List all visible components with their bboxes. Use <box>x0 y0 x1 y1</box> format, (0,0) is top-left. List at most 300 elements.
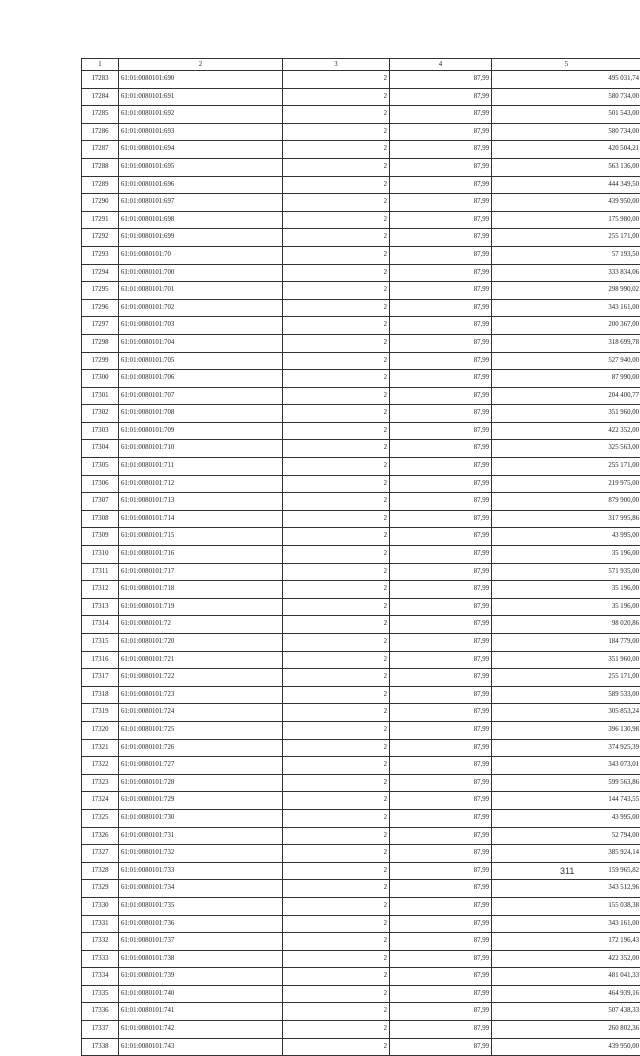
table-cell-col-4: 87,99 <box>390 757 492 775</box>
table-cell-col-4: 87,99 <box>390 739 492 757</box>
document-table-container <box>81 58 578 1056</box>
table-cell-col-3: 2 <box>283 616 390 634</box>
table-cell-col-2: 61:01:0080101:704 <box>119 334 283 352</box>
table-cell-col-5: 43 995,00 <box>492 528 640 546</box>
table-row <box>82 721 640 739</box>
table-cell-col-1: 17304 <box>82 440 119 458</box>
table-cell-col-4: 87,99 <box>390 299 492 317</box>
table-cell-col-4: 87,99 <box>390 845 492 863</box>
table-row <box>82 827 640 845</box>
table-cell-col-1: 17293 <box>82 246 119 264</box>
table-cell-col-4: 87,99 <box>390 352 492 370</box>
table-cell-col-2: 61:01:0080101:733 <box>119 862 283 880</box>
table-cell-col-1: 17294 <box>82 264 119 282</box>
table-cell-col-5: 527 940,00 <box>492 352 640 370</box>
table-cell-col-3: 2 <box>283 845 390 863</box>
table-cell-col-3: 2 <box>283 510 390 528</box>
table-cell-col-4: 87,99 <box>390 458 492 476</box>
table-cell-col-2: 61:01:0080101:692 <box>119 106 283 124</box>
table-cell-col-5: 481 041,33 <box>492 968 640 986</box>
table-cell-col-1: 17296 <box>82 299 119 317</box>
table-cell-col-1: 17287 <box>82 141 119 159</box>
table-cell-col-3: 2 <box>283 915 390 933</box>
table-cell-col-1: 17326 <box>82 827 119 845</box>
table-row <box>82 950 640 968</box>
table-row <box>82 282 640 300</box>
table-row <box>82 598 640 616</box>
table-cell-col-4: 87,99 <box>390 493 492 511</box>
table-row <box>82 651 640 669</box>
table-cell-col-5: 571 935,00 <box>492 563 640 581</box>
table-cell-col-1: 17292 <box>82 229 119 247</box>
table-cell-col-5: 43 995,00 <box>492 809 640 827</box>
table-cell-col-3: 2 <box>283 123 390 141</box>
table-cell-col-4: 87,99 <box>390 510 492 528</box>
table-cell-col-2: 61:01:0080101:730 <box>119 809 283 827</box>
table-row <box>82 933 640 951</box>
table-cell-col-5: 343 073,01 <box>492 757 640 775</box>
table-cell-col-5: 175 980,00 <box>492 211 640 229</box>
table-row <box>82 704 640 722</box>
table-cell-col-5: 204 400,77 <box>492 387 640 405</box>
table-cell-col-3: 2 <box>283 229 390 247</box>
table-cell-col-5: 318 699,78 <box>492 334 640 352</box>
table-cell-col-2: 61:01:0080101:694 <box>119 141 283 159</box>
table-cell-col-1: 17299 <box>82 352 119 370</box>
table-row <box>82 581 640 599</box>
table-cell-col-5: 305 853,24 <box>492 704 640 722</box>
table-row <box>82 334 640 352</box>
table-cell-col-4: 87,99 <box>390 634 492 652</box>
table-row <box>82 158 640 176</box>
table-cell-col-4: 87,99 <box>390 387 492 405</box>
table-cell-col-4: 87,99 <box>390 194 492 212</box>
table-cell-col-1: 17325 <box>82 809 119 827</box>
table-row <box>82 634 640 652</box>
table-cell-col-2: 61:01:0080101:736 <box>119 915 283 933</box>
table-cell-col-4: 87,99 <box>390 317 492 335</box>
table-row <box>82 1038 640 1056</box>
table-cell-col-2: 61:01:0080101:712 <box>119 475 283 493</box>
table-cell-col-4: 87,99 <box>390 792 492 810</box>
table-cell-col-3: 2 <box>283 71 390 89</box>
table-cell-col-5: 333 834,06 <box>492 264 640 282</box>
table-cell-col-2: 61:01:0080101:697 <box>119 194 283 212</box>
table-cell-col-3: 2 <box>283 809 390 827</box>
table-cell-col-5: 879 900,00 <box>492 493 640 511</box>
table-cell-col-1: 17320 <box>82 721 119 739</box>
table-cell-col-3: 2 <box>283 106 390 124</box>
table-cell-col-4: 87,99 <box>390 475 492 493</box>
table-cell-col-3: 2 <box>283 686 390 704</box>
table-cell-col-4: 87,99 <box>390 686 492 704</box>
table-cell-col-3: 2 <box>283 334 390 352</box>
table-row <box>82 71 640 89</box>
table-row <box>82 510 640 528</box>
table-cell-col-4: 87,99 <box>390 229 492 247</box>
table-cell-col-3: 2 <box>283 581 390 599</box>
table-cell-col-2: 61:01:0080101:728 <box>119 774 283 792</box>
table-cell-col-3: 2 <box>283 493 390 511</box>
table-cell-col-2: 61:01:0080101:695 <box>119 158 283 176</box>
table-cell-col-3: 2 <box>283 897 390 915</box>
table-cell-col-4: 87,99 <box>390 704 492 722</box>
table-cell-col-1: 17327 <box>82 845 119 863</box>
table-row <box>82 229 640 247</box>
column-header-4: 4 <box>390 59 492 71</box>
table-cell-col-4: 87,99 <box>390 546 492 564</box>
table-cell-col-2: 61:01:0080101:737 <box>119 933 283 951</box>
table-cell-col-1: 17321 <box>82 739 119 757</box>
table-cell-col-5: 351 960,00 <box>492 651 640 669</box>
table-cell-col-1: 17305 <box>82 458 119 476</box>
table-cell-col-2: 61:01:0080101:721 <box>119 651 283 669</box>
table-row <box>82 475 640 493</box>
table-cell-col-5: 155 038,38 <box>492 897 640 915</box>
table-cell-col-5: 343 161,00 <box>492 299 640 317</box>
table-cell-col-4: 87,99 <box>390 616 492 634</box>
table-cell-col-4: 87,99 <box>390 581 492 599</box>
table-row <box>82 1021 640 1039</box>
table-row <box>82 546 640 564</box>
table-cell-col-2: 61:01:0080101:725 <box>119 721 283 739</box>
table-cell-col-1: 17283 <box>82 71 119 89</box>
table-cell-col-4: 87,99 <box>390 880 492 898</box>
table-cell-col-5: 317 995,86 <box>492 510 640 528</box>
table-cell-col-2: 61:01:0080101:715 <box>119 528 283 546</box>
table-cell-col-2: 61:01:0080101:711 <box>119 458 283 476</box>
table-cell-col-3: 2 <box>283 757 390 775</box>
table-cell-col-1: 17297 <box>82 317 119 335</box>
table-cell-col-1: 17310 <box>82 546 119 564</box>
table-cell-col-2: 61:01:0080101:734 <box>119 880 283 898</box>
table-cell-col-2: 61:01:0080101:717 <box>119 563 283 581</box>
table-cell-col-1: 17329 <box>82 880 119 898</box>
table-cell-col-3: 2 <box>283 1038 390 1056</box>
table-cell-col-4: 87,99 <box>390 1021 492 1039</box>
table-cell-col-2: 61:01:0080101:705 <box>119 352 283 370</box>
table-cell-col-1: 17298 <box>82 334 119 352</box>
table-cell-col-5: 422 352,00 <box>492 422 640 440</box>
table-cell-col-3: 2 <box>283 985 390 1003</box>
table-cell-col-3: 2 <box>283 458 390 476</box>
table-cell-col-3: 2 <box>283 933 390 951</box>
table-cell-col-1: 17323 <box>82 774 119 792</box>
table-row <box>82 422 640 440</box>
table-cell-col-2: 61:01:0080101:718 <box>119 581 283 599</box>
table-cell-col-2: 61:01:0080101:710 <box>119 440 283 458</box>
table-row <box>82 88 640 106</box>
table-cell-col-5: 501 543,00 <box>492 106 640 124</box>
table-cell-col-1: 17285 <box>82 106 119 124</box>
table-cell-col-3: 2 <box>283 862 390 880</box>
table-cell-col-2: 61:01:0080101:702 <box>119 299 283 317</box>
table-cell-col-4: 87,99 <box>390 827 492 845</box>
table-cell-col-4: 87,99 <box>390 246 492 264</box>
table-cell-col-4: 87,99 <box>390 158 492 176</box>
table-cell-col-3: 2 <box>283 827 390 845</box>
table-cell-col-2: 61:01:0080101:70 <box>119 246 283 264</box>
page-number: 311 <box>560 866 574 876</box>
table-cell-col-1: 17324 <box>82 792 119 810</box>
table-cell-col-2: 61:01:0080101:729 <box>119 792 283 810</box>
column-header-5: 5 <box>492 59 640 71</box>
table-cell-col-3: 2 <box>283 651 390 669</box>
table-cell-col-5: 385 924,14 <box>492 845 640 863</box>
table-row <box>82 845 640 863</box>
table-cell-col-5: 219 975,00 <box>492 475 640 493</box>
data-table <box>81 58 640 1056</box>
table-row <box>82 915 640 933</box>
table-cell-col-3: 2 <box>283 299 390 317</box>
table-cell-col-1: 17328 <box>82 862 119 880</box>
table-cell-col-4: 87,99 <box>390 176 492 194</box>
table-cell-col-5: 495 031,74 <box>492 71 640 89</box>
table-row <box>82 669 640 687</box>
table-cell-col-3: 2 <box>283 1021 390 1039</box>
table-cell-col-2: 61:01:0080101:699 <box>119 229 283 247</box>
table-row <box>82 968 640 986</box>
table-row <box>82 739 640 757</box>
table-cell-col-2: 61:01:0080101:706 <box>119 370 283 388</box>
table-cell-col-1: 17330 <box>82 897 119 915</box>
table-cell-col-1: 17318 <box>82 686 119 704</box>
table-cell-col-1: 17290 <box>82 194 119 212</box>
table-cell-col-2: 61:01:0080101:738 <box>119 950 283 968</box>
table-cell-col-2: 61:01:0080101:742 <box>119 1021 283 1039</box>
table-row <box>82 440 640 458</box>
table-cell-col-1: 17332 <box>82 933 119 951</box>
table-row <box>82 897 640 915</box>
table-cell-col-5: 343 512,96 <box>492 880 640 898</box>
table-row <box>82 106 640 124</box>
table-row <box>82 1003 640 1021</box>
table-row <box>82 370 640 388</box>
table-cell-col-2: 61:01:0080101:722 <box>119 669 283 687</box>
table-cell-col-1: 17338 <box>82 1038 119 1056</box>
table-cell-col-5: 159 965,82 <box>492 862 640 880</box>
table-cell-col-4: 87,99 <box>390 528 492 546</box>
table-cell-col-3: 2 <box>283 264 390 282</box>
table-cell-col-4: 87,99 <box>390 106 492 124</box>
table-cell-col-3: 2 <box>283 739 390 757</box>
table-cell-col-2: 61:01:0080101:698 <box>119 211 283 229</box>
table-cell-col-3: 2 <box>283 246 390 264</box>
table-row <box>82 299 640 317</box>
table-cell-col-3: 2 <box>283 475 390 493</box>
table-cell-col-2: 61:01:0080101:716 <box>119 546 283 564</box>
table-cell-col-5: 255 171,00 <box>492 229 640 247</box>
table-row <box>82 211 640 229</box>
table-cell-col-1: 17286 <box>82 123 119 141</box>
table-cell-col-1: 17314 <box>82 616 119 634</box>
table-cell-col-3: 2 <box>283 88 390 106</box>
table-cell-col-4: 87,99 <box>390 370 492 388</box>
table-row <box>82 176 640 194</box>
table-cell-col-3: 2 <box>283 370 390 388</box>
table-cell-col-5: 255 171,00 <box>492 669 640 687</box>
table-header-row <box>82 59 640 71</box>
table-row <box>82 792 640 810</box>
table-cell-col-3: 2 <box>283 880 390 898</box>
table-row <box>82 528 640 546</box>
table-cell-col-2: 61:01:0080101:726 <box>119 739 283 757</box>
table-cell-col-3: 2 <box>283 317 390 335</box>
table-cell-col-2: 61:01:0080101:727 <box>119 757 283 775</box>
table-cell-col-2: 61:01:0080101:740 <box>119 985 283 1003</box>
table-cell-col-2: 61:01:0080101:713 <box>119 493 283 511</box>
table-cell-col-4: 87,99 <box>390 264 492 282</box>
table-cell-col-3: 2 <box>283 634 390 652</box>
table-cell-col-3: 2 <box>283 546 390 564</box>
table-cell-col-4: 87,99 <box>390 721 492 739</box>
table-cell-col-5: 298 990,02 <box>492 282 640 300</box>
table-cell-col-1: 17319 <box>82 704 119 722</box>
table-cell-col-4: 87,99 <box>390 933 492 951</box>
table-cell-col-4: 87,99 <box>390 669 492 687</box>
table-cell-col-5: 87 990,00 <box>492 370 640 388</box>
table-cell-col-2: 61:01:0080101:714 <box>119 510 283 528</box>
table-cell-col-5: 374 925,39 <box>492 739 640 757</box>
table-row <box>82 264 640 282</box>
table-cell-col-5: 57 193,50 <box>492 246 640 264</box>
column-header-1: 1 <box>82 59 119 71</box>
table-cell-col-5: 35 196,00 <box>492 546 640 564</box>
table-cell-col-5: 420 504,21 <box>492 141 640 159</box>
table-cell-col-5: 255 171,00 <box>492 458 640 476</box>
table-cell-col-2: 61:01:0080101:739 <box>119 968 283 986</box>
table-cell-col-3: 2 <box>283 774 390 792</box>
table-cell-col-5: 444 349,50 <box>492 176 640 194</box>
table-cell-col-5: 396 130,98 <box>492 721 640 739</box>
table-cell-col-1: 17288 <box>82 158 119 176</box>
table-cell-col-3: 2 <box>283 352 390 370</box>
table-cell-col-5: 507 438,33 <box>492 1003 640 1021</box>
table-cell-col-1: 17315 <box>82 634 119 652</box>
table-cell-col-3: 2 <box>283 141 390 159</box>
table-cell-col-1: 17313 <box>82 598 119 616</box>
table-cell-col-5: 589 533,00 <box>492 686 640 704</box>
table-cell-col-4: 87,99 <box>390 774 492 792</box>
table-cell-col-1: 17308 <box>82 510 119 528</box>
table-cell-col-4: 87,99 <box>390 950 492 968</box>
table-cell-col-3: 2 <box>283 422 390 440</box>
table-cell-col-2: 61:01:0080101:707 <box>119 387 283 405</box>
table-row <box>82 985 640 1003</box>
table-cell-col-5: 343 161,00 <box>492 915 640 933</box>
table-cell-col-4: 87,99 <box>390 71 492 89</box>
table-cell-col-4: 87,99 <box>390 563 492 581</box>
table-cell-col-5: 260 802,36 <box>492 1021 640 1039</box>
table-cell-col-4: 87,99 <box>390 897 492 915</box>
table-cell-col-4: 87,99 <box>390 422 492 440</box>
table-cell-col-5: 563 136,00 <box>492 158 640 176</box>
table-cell-col-2: 61:01:0080101:700 <box>119 264 283 282</box>
table-cell-col-4: 87,99 <box>390 985 492 1003</box>
table-cell-col-2: 61:01:0080101:724 <box>119 704 283 722</box>
table-row <box>82 686 640 704</box>
table-cell-col-1: 17302 <box>82 405 119 423</box>
table-cell-col-2: 61:01:0080101:723 <box>119 686 283 704</box>
table-cell-col-1: 17295 <box>82 282 119 300</box>
table-cell-col-5: 98 020,86 <box>492 616 640 634</box>
table-cell-col-5: 325 563,00 <box>492 440 640 458</box>
table-cell-col-3: 2 <box>283 950 390 968</box>
table-cell-col-1: 17306 <box>82 475 119 493</box>
table-row <box>82 387 640 405</box>
table-cell-col-1: 17301 <box>82 387 119 405</box>
table-cell-col-2: 61:01:0080101:703 <box>119 317 283 335</box>
table-cell-col-3: 2 <box>283 282 390 300</box>
table-cell-col-2: 61:01:0080101:690 <box>119 71 283 89</box>
table-cell-col-4: 87,99 <box>390 141 492 159</box>
table-row <box>82 809 640 827</box>
table-cell-col-1: 17309 <box>82 528 119 546</box>
table-cell-col-5: 35 196,00 <box>492 581 640 599</box>
table-cell-col-3: 2 <box>283 405 390 423</box>
table-cell-col-1: 17303 <box>82 422 119 440</box>
table-cell-col-4: 87,99 <box>390 123 492 141</box>
table-cell-col-1: 17337 <box>82 1021 119 1039</box>
table-cell-col-5: 422 352,00 <box>492 950 640 968</box>
table-cell-col-3: 2 <box>283 211 390 229</box>
column-header-3: 3 <box>283 59 390 71</box>
table-cell-col-4: 87,99 <box>390 1003 492 1021</box>
table-cell-col-1: 17322 <box>82 757 119 775</box>
table-cell-col-3: 2 <box>283 528 390 546</box>
table-row <box>82 862 640 880</box>
table-cell-col-2: 61:01:0080101:691 <box>119 88 283 106</box>
table-cell-col-2: 61:01:0080101:701 <box>119 282 283 300</box>
table-cell-col-3: 2 <box>283 598 390 616</box>
table-body <box>82 71 640 1056</box>
table-cell-col-2: 61:01:0080101:72 <box>119 616 283 634</box>
table-cell-col-3: 2 <box>283 158 390 176</box>
table-cell-col-1: 17291 <box>82 211 119 229</box>
table-cell-col-5: 439 950,00 <box>492 194 640 212</box>
table-cell-col-2: 61:01:0080101:743 <box>119 1038 283 1056</box>
column-header-2: 2 <box>119 59 283 71</box>
table-cell-col-2: 61:01:0080101:693 <box>119 123 283 141</box>
table-cell-col-4: 87,99 <box>390 440 492 458</box>
table-row <box>82 880 640 898</box>
table-cell-col-4: 87,99 <box>390 651 492 669</box>
table-cell-col-5: 599 563,86 <box>492 774 640 792</box>
table-cell-col-4: 87,99 <box>390 334 492 352</box>
table-row <box>82 563 640 581</box>
table-cell-col-5: 200 367,00 <box>492 317 640 335</box>
table-row <box>82 317 640 335</box>
table-cell-col-4: 87,99 <box>390 1038 492 1056</box>
table-cell-col-2: 61:01:0080101:719 <box>119 598 283 616</box>
table-row <box>82 616 640 634</box>
table-row <box>82 352 640 370</box>
table-cell-col-2: 61:01:0080101:735 <box>119 897 283 915</box>
table-cell-col-1: 17311 <box>82 563 119 581</box>
table-cell-col-5: 144 743,55 <box>492 792 640 810</box>
table-row <box>82 123 640 141</box>
table-cell-col-5: 464 939,16 <box>492 985 640 1003</box>
table-cell-col-2: 61:01:0080101:708 <box>119 405 283 423</box>
table-cell-col-2: 61:01:0080101:720 <box>119 634 283 652</box>
table-cell-col-3: 2 <box>283 176 390 194</box>
table-cell-col-3: 2 <box>283 669 390 687</box>
table-cell-col-1: 17335 <box>82 985 119 1003</box>
table-cell-col-5: 439 950,00 <box>492 1038 640 1056</box>
table-cell-col-2: 61:01:0080101:731 <box>119 827 283 845</box>
table-cell-col-2: 61:01:0080101:709 <box>119 422 283 440</box>
table-cell-col-4: 87,99 <box>390 862 492 880</box>
